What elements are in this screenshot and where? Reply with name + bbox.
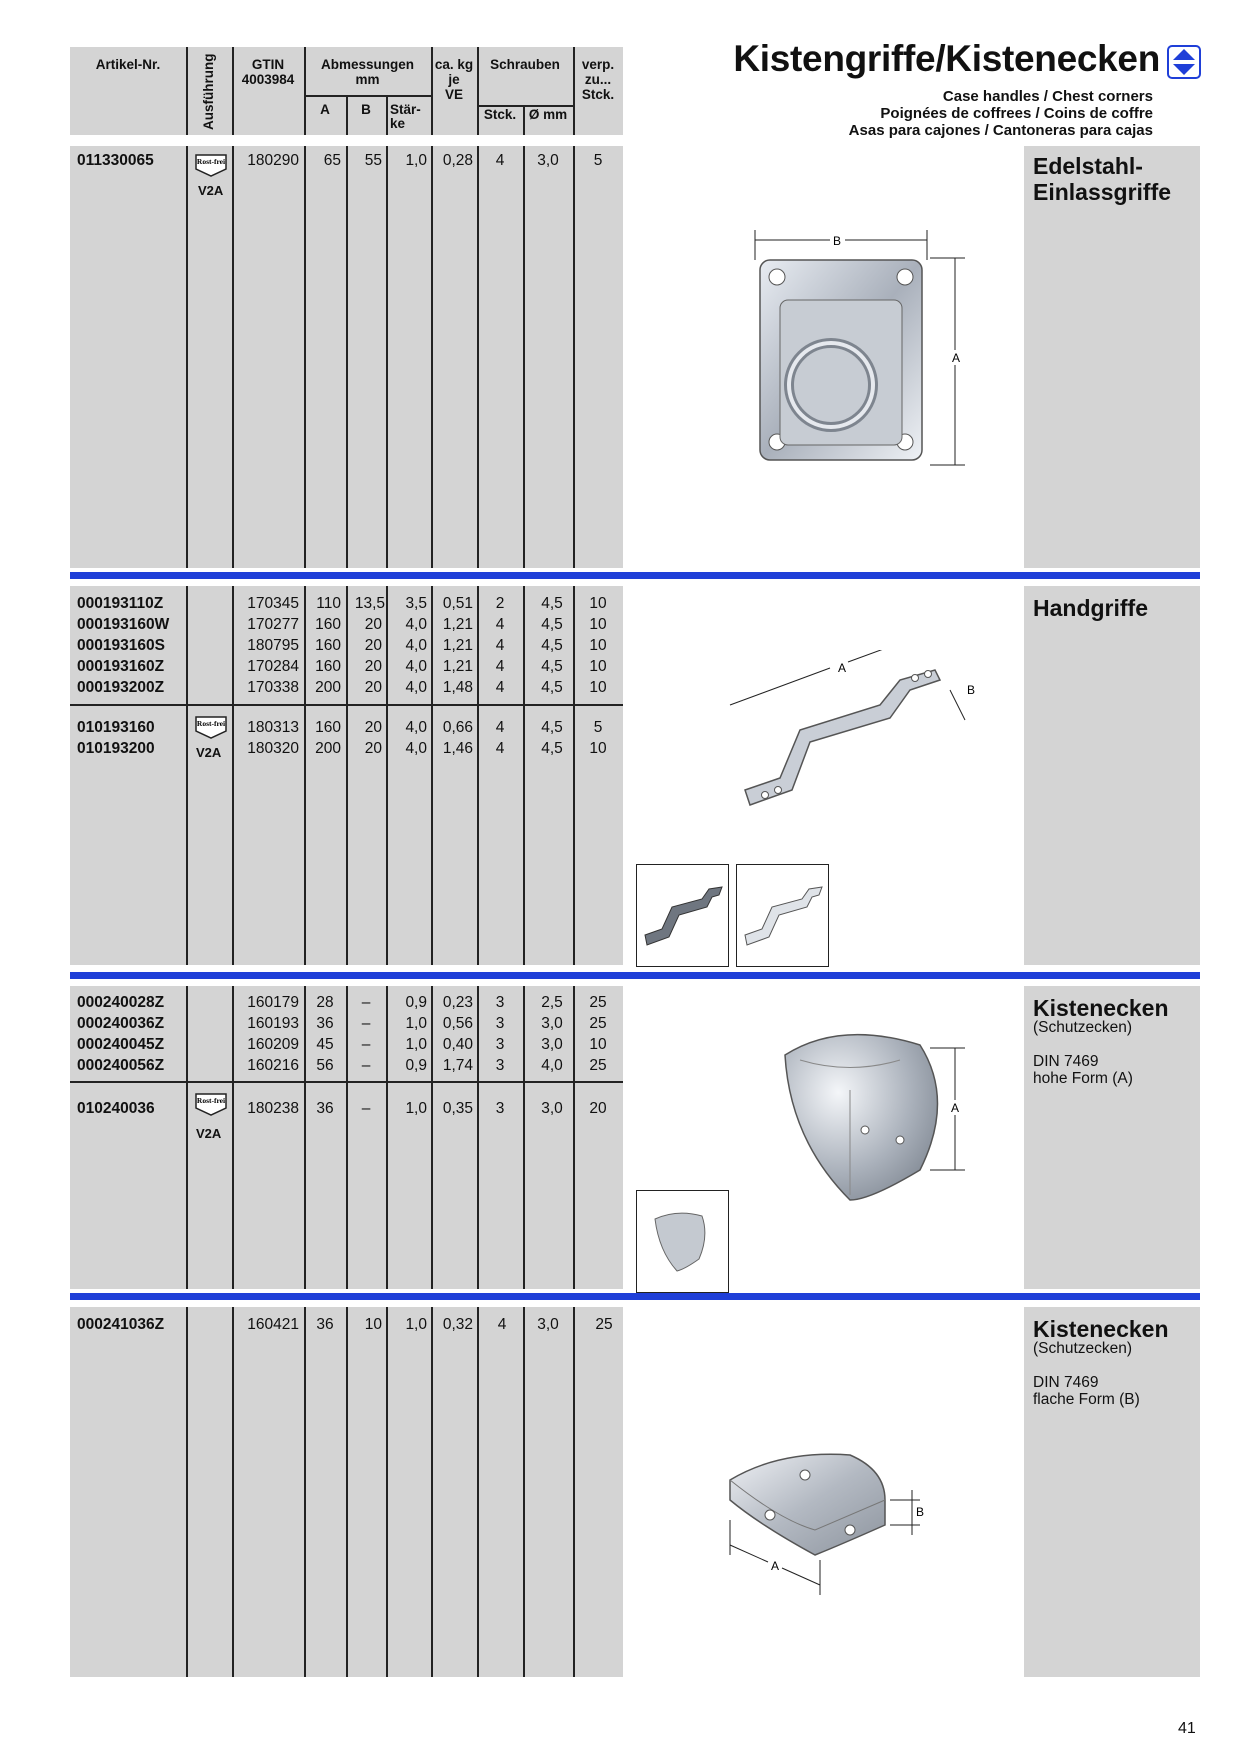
pack-qty-cell: 10 (589, 595, 607, 612)
dim-a-cell: 56 (316, 1057, 334, 1074)
dim-b-cell: 55 (364, 152, 382, 169)
article-number: 000193160W (77, 616, 170, 633)
dim-b-cell: 13,5 (354, 595, 385, 612)
article-number: 000240036Z (77, 1015, 165, 1032)
pack-qty-cell: 5 (593, 719, 603, 736)
section-name: Edelstahl- (1033, 153, 1143, 179)
dim-a-cell: 36 (316, 1316, 334, 1333)
dim-a-cell: 160 (315, 637, 341, 654)
article-number: 000193110Z (77, 595, 164, 612)
screw-dia-cell: 4,5 (541, 658, 563, 675)
gtin-cell: 170338 (247, 679, 299, 696)
screw-count-cell: 4 (495, 637, 505, 654)
screw-dia-cell: 4,0 (541, 1057, 563, 1074)
section-name: Kistenecken (1033, 995, 1169, 1021)
article-number: 000240056Z (77, 1057, 165, 1074)
weight-cell: 0,40 (442, 1036, 473, 1053)
section-name: Handgriffe (1033, 595, 1148, 621)
screw-dia-cell: 4,5 (541, 719, 563, 736)
screw-dia-cell: 4,5 (541, 637, 563, 654)
screw-dia-cell: 4,5 (541, 679, 563, 696)
col-header-stck: Stck. (483, 107, 517, 122)
dim-b-cell: – (361, 1015, 371, 1032)
dim-a-cell: 160 (315, 719, 341, 736)
gtin-cell: 160179 (247, 994, 299, 1011)
pack-qty-cell: 25 (589, 994, 607, 1011)
pack-qty-cell: 25 (589, 1015, 607, 1032)
weight-cell: 1,46 (442, 740, 473, 757)
dim-a-cell: 28 (316, 994, 334, 1011)
pack-qty-cell: 25 (589, 1057, 607, 1074)
svg-text:A: A (770, 1559, 780, 1573)
gtin-cell: 170277 (247, 616, 299, 633)
col-header-a: A (320, 102, 330, 117)
thickness-cell: 0,9 (405, 1057, 427, 1074)
thickness-cell: 4,0 (405, 740, 427, 757)
dim-b-cell: 20 (364, 637, 382, 654)
section-note: DIN 7469 (1033, 1053, 1099, 1070)
gtin-cell: 180238 (247, 1100, 299, 1117)
corner-thumbnail (636, 1190, 729, 1293)
section-note: DIN 7469 (1033, 1374, 1099, 1391)
brand-arrows-logo-icon (1167, 45, 1201, 79)
section-note: (Schutzecken) (1033, 1019, 1133, 1036)
thickness-cell: 1,0 (405, 1100, 427, 1117)
pack-qty-cell: 10 (589, 679, 607, 696)
page-number: 41 (1178, 1720, 1196, 1737)
screw-count-cell: 3 (495, 994, 505, 1011)
article-number: 000193160Z (77, 658, 165, 675)
v2a-label: V2A (198, 183, 224, 198)
gtin-cell: 160216 (247, 1057, 299, 1074)
screw-count-cell: 3 (495, 1015, 505, 1032)
thickness-cell: 4,0 (405, 616, 427, 633)
dim-a-cell: 200 (315, 679, 341, 696)
subtitle-es: Asas para cajones / Cantoneras para cajas (848, 122, 1153, 139)
article-number: 010240036 (77, 1100, 155, 1117)
corner-flat-diagram (720, 1440, 980, 1620)
gtin-cell: 180320 (247, 740, 299, 757)
svg-text:B: B (832, 234, 842, 248)
section-divider (70, 972, 1200, 979)
thickness-cell: 1,0 (405, 1036, 427, 1053)
section-divider (70, 1293, 1200, 1300)
col-header-kg-je: je (448, 72, 460, 87)
handle-diagram (720, 650, 990, 815)
weight-cell: 1,21 (442, 637, 473, 654)
screw-count-cell: 3 (495, 1036, 505, 1053)
dim-a-cell: 65 (323, 152, 341, 169)
section-divider (70, 572, 1200, 579)
col-header-gtin-prefix: 4003984 (241, 72, 295, 87)
screw-dia-cell: 2,5 (541, 994, 563, 1011)
screw-count-cell: 2 (495, 595, 505, 612)
pack-qty-cell: 10 (589, 1036, 607, 1053)
page-title: Kistengriffe/Kistenecken (733, 38, 1160, 79)
thickness-cell: 1,0 (405, 1015, 427, 1032)
dim-a-cell: 110 (316, 595, 341, 612)
gtin-cell: 180795 (247, 637, 299, 654)
screw-dia-cell: 3,0 (537, 152, 559, 169)
pack-qty-cell: 10 (589, 616, 607, 633)
screw-dia-cell: 3,0 (541, 1100, 563, 1117)
section-note: (Schutzecken) (1033, 1340, 1133, 1357)
pack-qty-cell: 10 (589, 637, 607, 654)
section-name: Kistenecken (1033, 1316, 1169, 1342)
article-number: 011330065 (77, 152, 154, 169)
gtin-cell: 160421 (247, 1316, 299, 1333)
handle-thumbnail (736, 864, 829, 967)
col-header-staerke-2: ke (390, 116, 406, 131)
weight-cell: 0,51 (442, 595, 473, 612)
col-header-staerke: Stär- (390, 102, 421, 117)
rostfrei-badge-icon (194, 153, 226, 175)
section-note: hohe Form (A) (1033, 1070, 1133, 1087)
pack-qty-cell: 10 (589, 658, 607, 675)
weight-cell: 1,21 (442, 616, 473, 633)
col-header-verp-zu: zu... (584, 72, 612, 87)
pack-qty-cell: 20 (589, 1100, 607, 1117)
side-panel-2 (1024, 586, 1200, 965)
weight-cell: 0,56 (442, 1015, 473, 1032)
dim-b-cell: – (361, 994, 371, 1011)
dim-a-cell: 160 (315, 658, 341, 675)
lift-handle-diagram (750, 220, 980, 470)
col-header-verp-stck: Stck. (581, 87, 615, 102)
dim-a-cell: 36 (316, 1015, 334, 1032)
dim-b-cell: 10 (364, 1316, 382, 1333)
svg-text:B: B (916, 1505, 925, 1519)
dim-a-cell: 200 (315, 740, 341, 757)
col-header-kg: ca. kg (434, 57, 474, 72)
thickness-cell: 1,0 (405, 1316, 427, 1333)
side-panel-1 (1024, 146, 1200, 568)
dim-b-cell: 20 (364, 679, 382, 696)
gtin-cell: 180290 (247, 152, 299, 169)
col-header-ausfuehrung: Ausführung (201, 53, 216, 130)
thickness-cell: 4,0 (405, 637, 427, 654)
col-header-b: B (361, 102, 371, 117)
weight-cell: 0,35 (442, 1100, 473, 1117)
col-header-artikel: Artikel-Nr. (95, 57, 161, 72)
screw-dia-cell: 3,0 (537, 1316, 559, 1333)
screw-dia-cell: 4,5 (541, 616, 563, 633)
svg-text:B: B (967, 683, 976, 697)
screw-count-cell: 4 (495, 152, 505, 169)
weight-cell: 1,48 (442, 679, 473, 696)
section-note: flache Form (B) (1033, 1391, 1140, 1408)
dim-b-cell: – (361, 1100, 371, 1117)
col-header-gtin: GTIN (251, 57, 285, 72)
col-header-dmm: Ø mm (528, 107, 568, 122)
corner-high-diagram (780, 1030, 990, 1210)
subtitle-en: Case handles / Chest corners (942, 88, 1153, 105)
screw-count-cell: 3 (495, 1100, 505, 1117)
screw-dia-cell: 4,5 (541, 595, 563, 612)
v2a-label: V2A (196, 745, 222, 760)
handle-thumbnail (636, 864, 729, 967)
dim-b-cell: – (361, 1057, 371, 1074)
svg-text:A: A (837, 661, 847, 675)
dim-b-cell: – (361, 1036, 371, 1053)
section-name: Einlassgriffe (1033, 179, 1172, 205)
svg-text:Rost-frei: Rost-frei (196, 1096, 226, 1105)
article-number: 010193200 (77, 740, 155, 757)
svg-text:Rost-frei: Rost-frei (196, 719, 226, 728)
dim-a-cell: 160 (315, 616, 341, 633)
screw-count-cell: 3 (495, 1057, 505, 1074)
rostfrei-badge-icon (194, 715, 226, 737)
col-header-schrauben: Schrauben (490, 57, 560, 72)
dim-b-cell: 20 (364, 719, 382, 736)
thickness-cell: 1,0 (405, 152, 427, 169)
weight-cell: 0,32 (442, 1316, 473, 1333)
article-number: 000241036Z (77, 1316, 165, 1333)
weight-cell: 0,23 (442, 994, 473, 1011)
gtin-cell: 160209 (247, 1036, 299, 1053)
pack-qty-cell: 5 (593, 152, 603, 169)
thickness-cell: 4,0 (405, 658, 427, 675)
dim-b-cell: 20 (364, 616, 382, 633)
screw-dia-cell: 3,0 (541, 1015, 563, 1032)
thickness-cell: 0,9 (405, 994, 427, 1011)
article-number: 000240028Z (77, 994, 165, 1011)
svg-text:A: A (951, 1101, 960, 1115)
pack-qty-cell: 10 (589, 740, 607, 757)
weight-cell: 1,74 (442, 1057, 473, 1074)
thickness-cell: 4,0 (405, 719, 427, 736)
article-number: 000240045Z (77, 1036, 165, 1053)
screw-count-cell: 4 (495, 679, 505, 696)
screw-dia-cell: 3,0 (541, 1036, 563, 1053)
screw-count-cell: 4 (495, 658, 505, 675)
screw-count-cell: 4 (495, 740, 505, 757)
subtitle-fr: Poignées de coffrees / Coins de coffre (880, 105, 1153, 122)
col-header-verp: verp. (581, 57, 615, 72)
screw-count-cell: 4 (495, 719, 505, 736)
gtin-cell: 160193 (247, 1015, 299, 1032)
side-panel-4 (1024, 1307, 1200, 1677)
dim-b-cell: 20 (364, 658, 382, 675)
article-number: 000193160S (77, 637, 165, 654)
col-header-mm: mm (355, 72, 380, 87)
col-header-abmessungen: Abmessungen (320, 57, 415, 72)
weight-cell: 0,28 (442, 152, 473, 169)
article-number: 010193160 (77, 719, 155, 736)
pack-qty-cell: 25 (595, 1316, 613, 1333)
thickness-cell: 4,0 (405, 679, 427, 696)
screw-count-cell: 4 (497, 1316, 507, 1333)
weight-cell: 0,66 (442, 719, 473, 736)
gtin-cell: 170345 (247, 595, 299, 612)
gtin-cell: 170284 (247, 658, 299, 675)
screw-dia-cell: 4,5 (541, 740, 563, 757)
rostfrei-badge-icon (194, 1092, 226, 1114)
col-header-kg-ve: VE (444, 87, 463, 102)
dim-a-cell: 36 (316, 1100, 334, 1117)
gtin-cell: 180313 (247, 719, 299, 736)
screw-count-cell: 4 (495, 616, 505, 633)
v2a-label: V2A (196, 1126, 222, 1141)
article-number: 000193200Z (77, 679, 165, 696)
weight-cell: 1,21 (442, 658, 473, 675)
dim-a-cell: 45 (316, 1036, 334, 1053)
dim-b-cell: 20 (364, 740, 382, 757)
svg-text:Rost-frei: Rost-frei (196, 157, 226, 166)
thickness-cell: 3,5 (405, 595, 427, 612)
svg-text:A: A (952, 351, 961, 365)
